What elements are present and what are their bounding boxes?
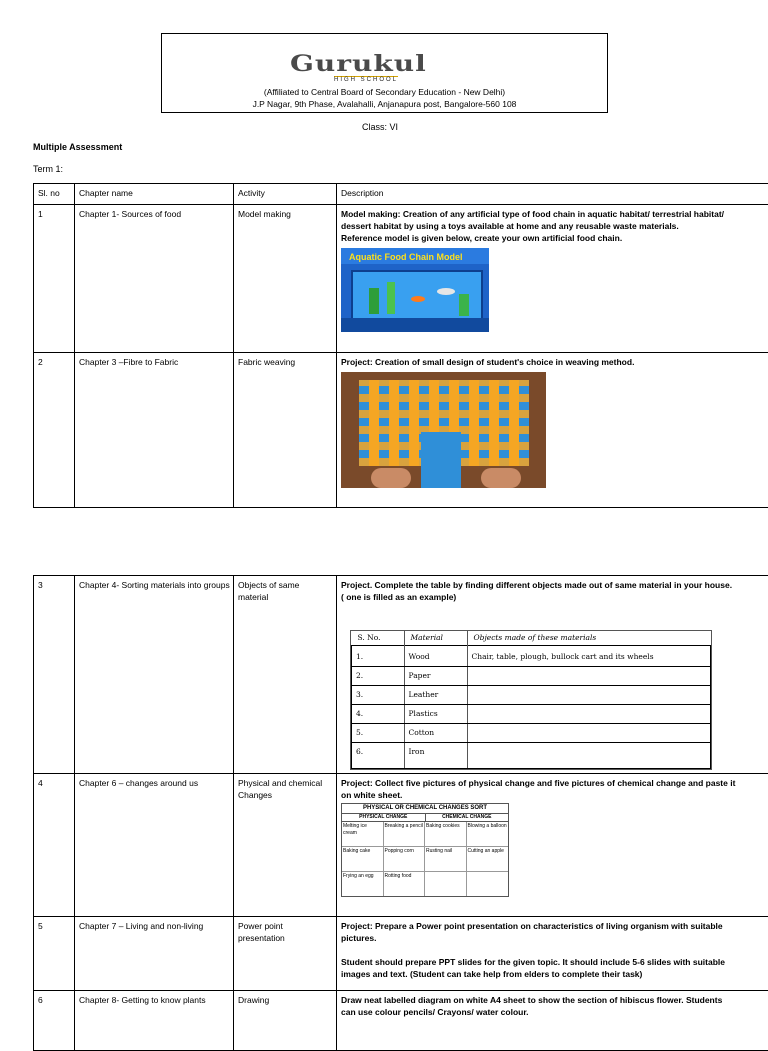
row-number: 4 bbox=[34, 774, 75, 917]
school-logo bbox=[290, 50, 450, 84]
materials-header: S. No. bbox=[352, 631, 405, 646]
table-row bbox=[34, 576, 768, 774]
description-line bbox=[341, 944, 768, 956]
row-activity bbox=[234, 774, 337, 917]
activity-line: Power point bbox=[238, 920, 332, 932]
table-row bbox=[34, 991, 768, 1051]
row-activity bbox=[234, 576, 337, 774]
sort-item: Popping corn bbox=[384, 847, 426, 872]
description-line: Project: Prepare a Power point presentation on characteristics of living organism with suitable bbox=[341, 920, 768, 932]
description-line: dessert habitat by using a toys available at home and any reusable waste materials. bbox=[341, 220, 768, 232]
term-label: Term 1: bbox=[33, 164, 63, 174]
header-sl-no: Sl. no bbox=[34, 184, 75, 205]
table-row bbox=[34, 774, 768, 917]
sort-item: Blowing a balloon bbox=[467, 822, 509, 847]
materials-cell: Paper bbox=[404, 667, 467, 686]
materials-table-image bbox=[350, 630, 712, 770]
physical-chemical-sort-image bbox=[341, 803, 509, 897]
aquatic-food-chain-image bbox=[341, 248, 489, 332]
materials-cell: 4. bbox=[352, 705, 405, 724]
description-line: Project. Complete the table by finding different objects made out of same material in your house. bbox=[341, 579, 768, 591]
materials-cell bbox=[467, 686, 711, 705]
fabric-weaving-image bbox=[341, 372, 546, 488]
description-line: Project: Collect five pictures of physical change and five pictures of chemical change and paste it bbox=[341, 777, 768, 789]
materials-cell: 2. bbox=[352, 667, 405, 686]
row-chapter: Chapter 8- Getting to know plants bbox=[75, 991, 234, 1051]
table-header-row bbox=[34, 184, 768, 205]
assessment-table-2 bbox=[33, 575, 768, 1051]
sort-card-title: PHYSICAL OR CHEMICAL CHANGES SORT bbox=[342, 804, 508, 813]
description-line: Model making: Creation of any artificial type of food chain in aquatic habitat/ terrestrial habitat/ bbox=[341, 208, 768, 220]
row-number: 6 bbox=[34, 991, 75, 1051]
section-title: Multiple Assessment bbox=[33, 142, 122, 152]
row-description bbox=[337, 205, 768, 353]
materials-cell: 5. bbox=[352, 724, 405, 743]
row-number: 5 bbox=[34, 917, 75, 991]
row-activity: Drawing bbox=[234, 991, 337, 1051]
logo-subtitle: HIGH SCHOOL bbox=[334, 76, 398, 83]
materials-header: Objects made of these materials bbox=[467, 631, 711, 646]
materials-cell: Wood bbox=[404, 646, 467, 667]
sort-col-chemical: CHEMICAL CHANGE bbox=[426, 814, 509, 821]
materials-cell bbox=[467, 705, 711, 724]
materials-cell bbox=[467, 724, 711, 743]
description-line: Draw neat labelled diagram on white A4 sheet to show the section of hibiscus flower. Students bbox=[341, 994, 768, 1006]
description-line: ( one is filled as an example) bbox=[341, 591, 768, 603]
row-number: 1 bbox=[34, 205, 75, 353]
image-caption: Aquatic Food Chain Model bbox=[349, 251, 463, 263]
materials-table bbox=[351, 631, 711, 769]
sort-col-physical: PHYSICAL CHANGE bbox=[342, 814, 426, 821]
materials-cell: Chair, table, plough, bullock cart and its wheels bbox=[467, 646, 711, 667]
header-description: Description bbox=[337, 184, 768, 205]
description-line: Student should prepare PPT slides for the given topic. It should include 5-6 slides with suitable bbox=[341, 956, 768, 968]
sort-item: Melting ice cream bbox=[342, 822, 384, 847]
materials-header: Material bbox=[404, 631, 467, 646]
materials-cell bbox=[467, 743, 711, 769]
sort-item: Breaking a pencil bbox=[384, 822, 426, 847]
header-activity: Activity bbox=[234, 184, 337, 205]
sort-item: Baking cookies bbox=[425, 822, 467, 847]
materials-cell: Cotton bbox=[404, 724, 467, 743]
row-number: 2 bbox=[34, 353, 75, 508]
row-chapter: Chapter 4- Sorting materials into groups bbox=[75, 576, 234, 774]
row-description bbox=[337, 576, 768, 774]
row-description bbox=[337, 774, 768, 917]
description-line: on white sheet. bbox=[341, 789, 768, 801]
description-line: Reference model is given below, create your own artificial food chain. bbox=[341, 232, 768, 244]
row-activity: Fabric weaving bbox=[234, 353, 337, 508]
materials-cell: 6. bbox=[352, 743, 405, 769]
affiliation-text: (Affiliated to Central Board of Secondary Education - New Delhi) bbox=[162, 87, 607, 97]
materials-cell: 1. bbox=[352, 646, 405, 667]
table-row bbox=[34, 205, 768, 353]
address-text: J.P Nagar, 9th Phase, Avalahalli, Anjanapura post, Bangalore-560 108 bbox=[162, 99, 607, 109]
activity-line: material bbox=[238, 591, 332, 603]
description-line: can use colour pencils/ Crayons/ water colour. bbox=[341, 1006, 768, 1018]
activity-line: Physical and chemical bbox=[238, 777, 332, 789]
activity-line: Changes bbox=[238, 789, 332, 801]
row-chapter: Chapter 3 –Fibre to Fabric bbox=[75, 353, 234, 508]
row-chapter: Chapter 7 – Living and non-living bbox=[75, 917, 234, 991]
sort-item: Rusting nail bbox=[425, 847, 467, 872]
sort-item: Frying an egg bbox=[342, 872, 384, 896]
sort-item: Cutting an apple bbox=[467, 847, 509, 872]
assessment-table-1 bbox=[33, 183, 768, 508]
school-header bbox=[161, 33, 608, 113]
table-row bbox=[34, 353, 768, 508]
row-description bbox=[337, 353, 768, 508]
logo-text: Gurukul bbox=[290, 50, 427, 76]
row-number: 3 bbox=[34, 576, 75, 774]
header-chapter-name: Chapter name bbox=[75, 184, 234, 205]
activity-line: Objects of same bbox=[238, 579, 332, 591]
materials-cell bbox=[467, 667, 711, 686]
row-description bbox=[337, 917, 768, 991]
materials-cell: Leather bbox=[404, 686, 467, 705]
activity-line: presentation bbox=[238, 932, 332, 944]
table-row bbox=[34, 917, 768, 991]
materials-cell: Plastics bbox=[404, 705, 467, 724]
row-activity bbox=[234, 917, 337, 991]
description-line: Project: Creation of small design of student's choice in weaving method. bbox=[341, 356, 768, 368]
sort-item: Baking cake bbox=[342, 847, 384, 872]
class-label: Class: VI bbox=[362, 122, 398, 132]
materials-cell: Iron bbox=[404, 743, 467, 769]
sort-item: Rotting food bbox=[384, 872, 426, 896]
description-line: pictures. bbox=[341, 932, 768, 944]
row-chapter: Chapter 6 – changes around us bbox=[75, 774, 234, 917]
description-line: images and text. (Student can take help from elders to complete their task) bbox=[341, 968, 768, 980]
row-activity: Model making bbox=[234, 205, 337, 353]
row-description bbox=[337, 991, 768, 1051]
row-chapter: Chapter 1- Sources of food bbox=[75, 205, 234, 353]
materials-cell: 3. bbox=[352, 686, 405, 705]
